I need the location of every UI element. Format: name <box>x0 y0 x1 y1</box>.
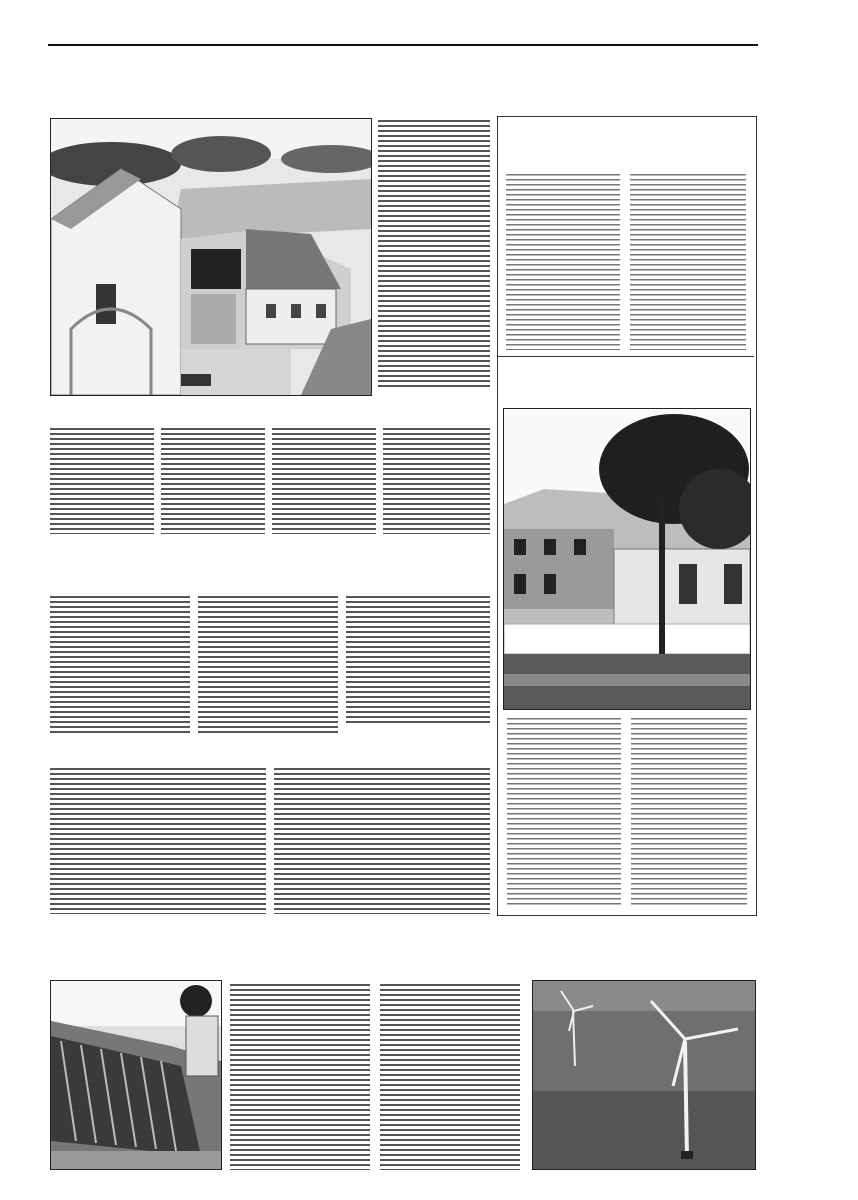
caldaie-column-2 <box>198 594 338 736</box>
sidebar-divider <box>498 356 754 357</box>
decreto-column-1 <box>50 426 154 534</box>
photo-modern-houses <box>503 408 751 710</box>
caldaie-column-3 <box>346 594 490 726</box>
photo-solar-panels <box>50 980 222 1170</box>
decreto-column-4 <box>383 426 490 534</box>
fondo-column-1 <box>507 716 621 908</box>
masthead <box>570 30 580 40</box>
photo-historic-building <box>50 118 372 396</box>
header-rule <box>48 44 758 46</box>
decreto-column-3 <box>272 426 376 534</box>
milano-column-1 <box>50 766 266 914</box>
radon-column-2 <box>630 172 746 350</box>
milano-column-2 <box>274 766 490 914</box>
caldaie-column-1 <box>50 594 190 736</box>
ue-column-2 <box>380 982 520 1170</box>
radon-column-1 <box>506 172 620 350</box>
main-article-body <box>378 118 490 388</box>
ue-column-1 <box>230 982 370 1170</box>
decreto-column-2 <box>161 426 265 534</box>
photo-wind-turbines <box>532 980 756 1170</box>
fondo-column-2 <box>631 716 747 908</box>
